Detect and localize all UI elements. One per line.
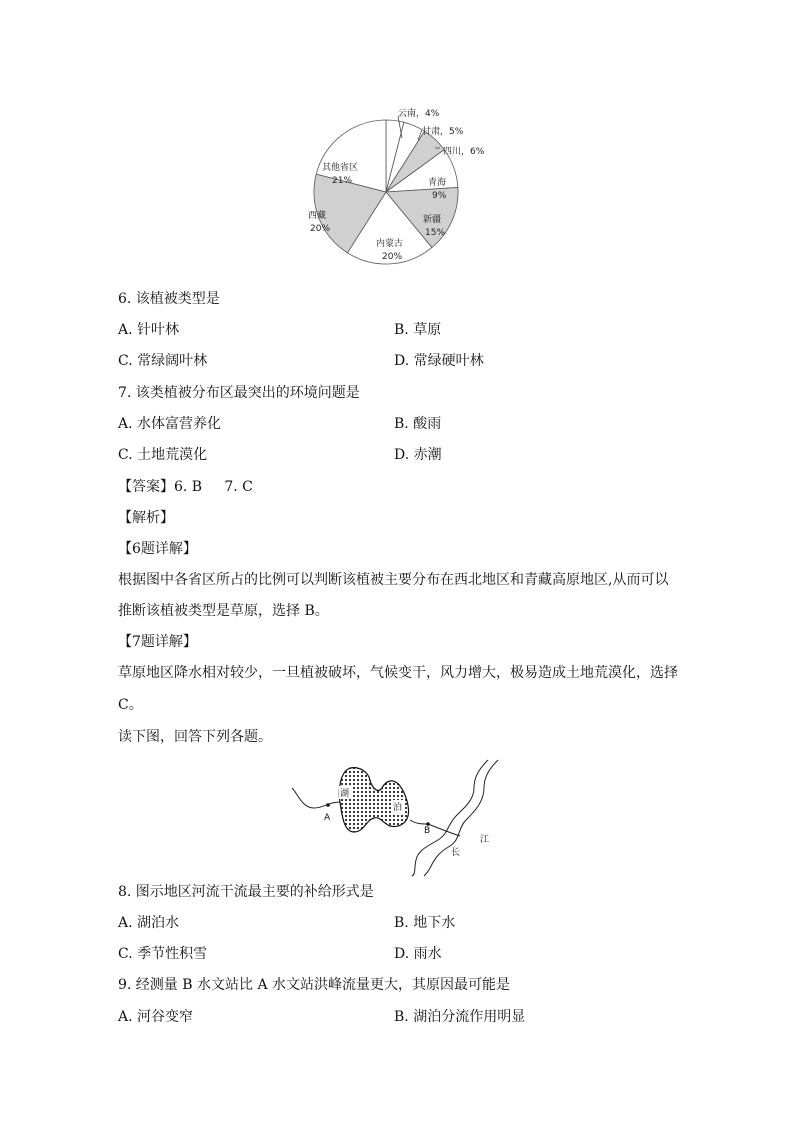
station-a-dot: [326, 803, 330, 807]
detail7-heading: 【7题详解】: [118, 634, 197, 650]
label-yunnan: 云南，4%: [398, 109, 440, 119]
label-qinghai-pct: 9%: [432, 191, 447, 201]
label-xizang-pct: 20%: [310, 224, 331, 234]
q9-option-a: A. 河谷变窄: [118, 1009, 194, 1025]
detail7-text-2: C。: [118, 697, 143, 713]
detail6-heading: 【6题详解】: [118, 541, 197, 557]
label-other-name: 其他省区: [322, 163, 359, 173]
q6-option-d: D. 常绿硬叶林: [394, 353, 484, 369]
river-char-jiang: 江: [480, 835, 490, 845]
q7-option-d: D. 赤潮: [394, 447, 442, 463]
q9-stem: 9. 经测量 B 水文站比 A 水文站洪峰流量更大，其原因最可能是: [118, 977, 511, 993]
label-sichuan: 四川，6%: [443, 147, 485, 157]
station-a-label: A: [324, 813, 331, 823]
q8-option-d: D. 雨水: [394, 946, 442, 962]
label-neimenggu-name: 内蒙古: [376, 239, 404, 249]
answer-line: 【答案】6. B 7. C: [118, 479, 253, 495]
lake-char-1: 湖: [340, 789, 350, 799]
river-char-chang: 长: [451, 848, 461, 858]
q8-option-c: C. 季节性积雪: [118, 946, 208, 962]
label-xizang-name: 西藏: [308, 211, 327, 221]
main-river-bank-right: [424, 760, 498, 876]
analysis-heading: 【解析】: [118, 510, 174, 526]
q6-option-a: A. 针叶林: [118, 322, 180, 338]
detail6-text-1: 根据图中各省区所占的比例可以判断该植被主要分布在西北地区和青藏高原地区,从而可以: [118, 572, 669, 588]
river-lake-map: [288, 758, 503, 878]
lake-char-2: 泊: [393, 803, 403, 813]
q6-option-b: B. 草原: [394, 322, 442, 338]
label-other-pct: 21%: [332, 176, 353, 186]
station-b-label: B: [424, 826, 431, 836]
intro-text: 读下图，回答下列各题。: [118, 729, 272, 745]
label-xinjiang-name: 新疆: [423, 215, 442, 225]
label-xinjiang-pct: 15%: [425, 228, 446, 238]
q8-stem: 8. 图示地区河流干流最主要的补给形式是: [118, 884, 374, 900]
detail6-text-2: 推断该植被类型是草原，选择 B。: [118, 603, 329, 619]
main-river-bank-left: [412, 760, 488, 876]
label-qinghai-name: 青海: [428, 178, 447, 188]
label-gansu: 甘肃，5%: [422, 127, 464, 137]
lake-shape: [339, 768, 408, 832]
q9-option-b: B. 湖泊分流作用明显: [394, 1009, 526, 1025]
q7-option-c: C. 土地荒漠化: [118, 447, 208, 463]
q8-option-a: A. 湖泊水: [118, 915, 180, 931]
tributary-river: [292, 788, 340, 808]
label-neimenggu-pct: 20%: [382, 252, 403, 262]
q6-option-c: C. 常绿阔叶林: [118, 353, 208, 369]
detail7-text-1: 草原地区降水相对较少，一旦植被破坏，气候变干，风力增大，极易造成土地荒漠化，选择: [118, 665, 678, 681]
q6-stem: 6. 该植被类型是: [118, 291, 220, 307]
province-share-pie-chart: [300, 100, 520, 285]
q7-option-a: A. 水体富营养化: [118, 416, 222, 432]
q8-option-b: B. 地下水: [394, 915, 456, 931]
river-outflow: [410, 820, 460, 836]
q7-stem: 7. 该类植被分布区最突出的环境问题是: [118, 385, 360, 401]
q7-option-b: B. 酸雨: [394, 416, 442, 432]
